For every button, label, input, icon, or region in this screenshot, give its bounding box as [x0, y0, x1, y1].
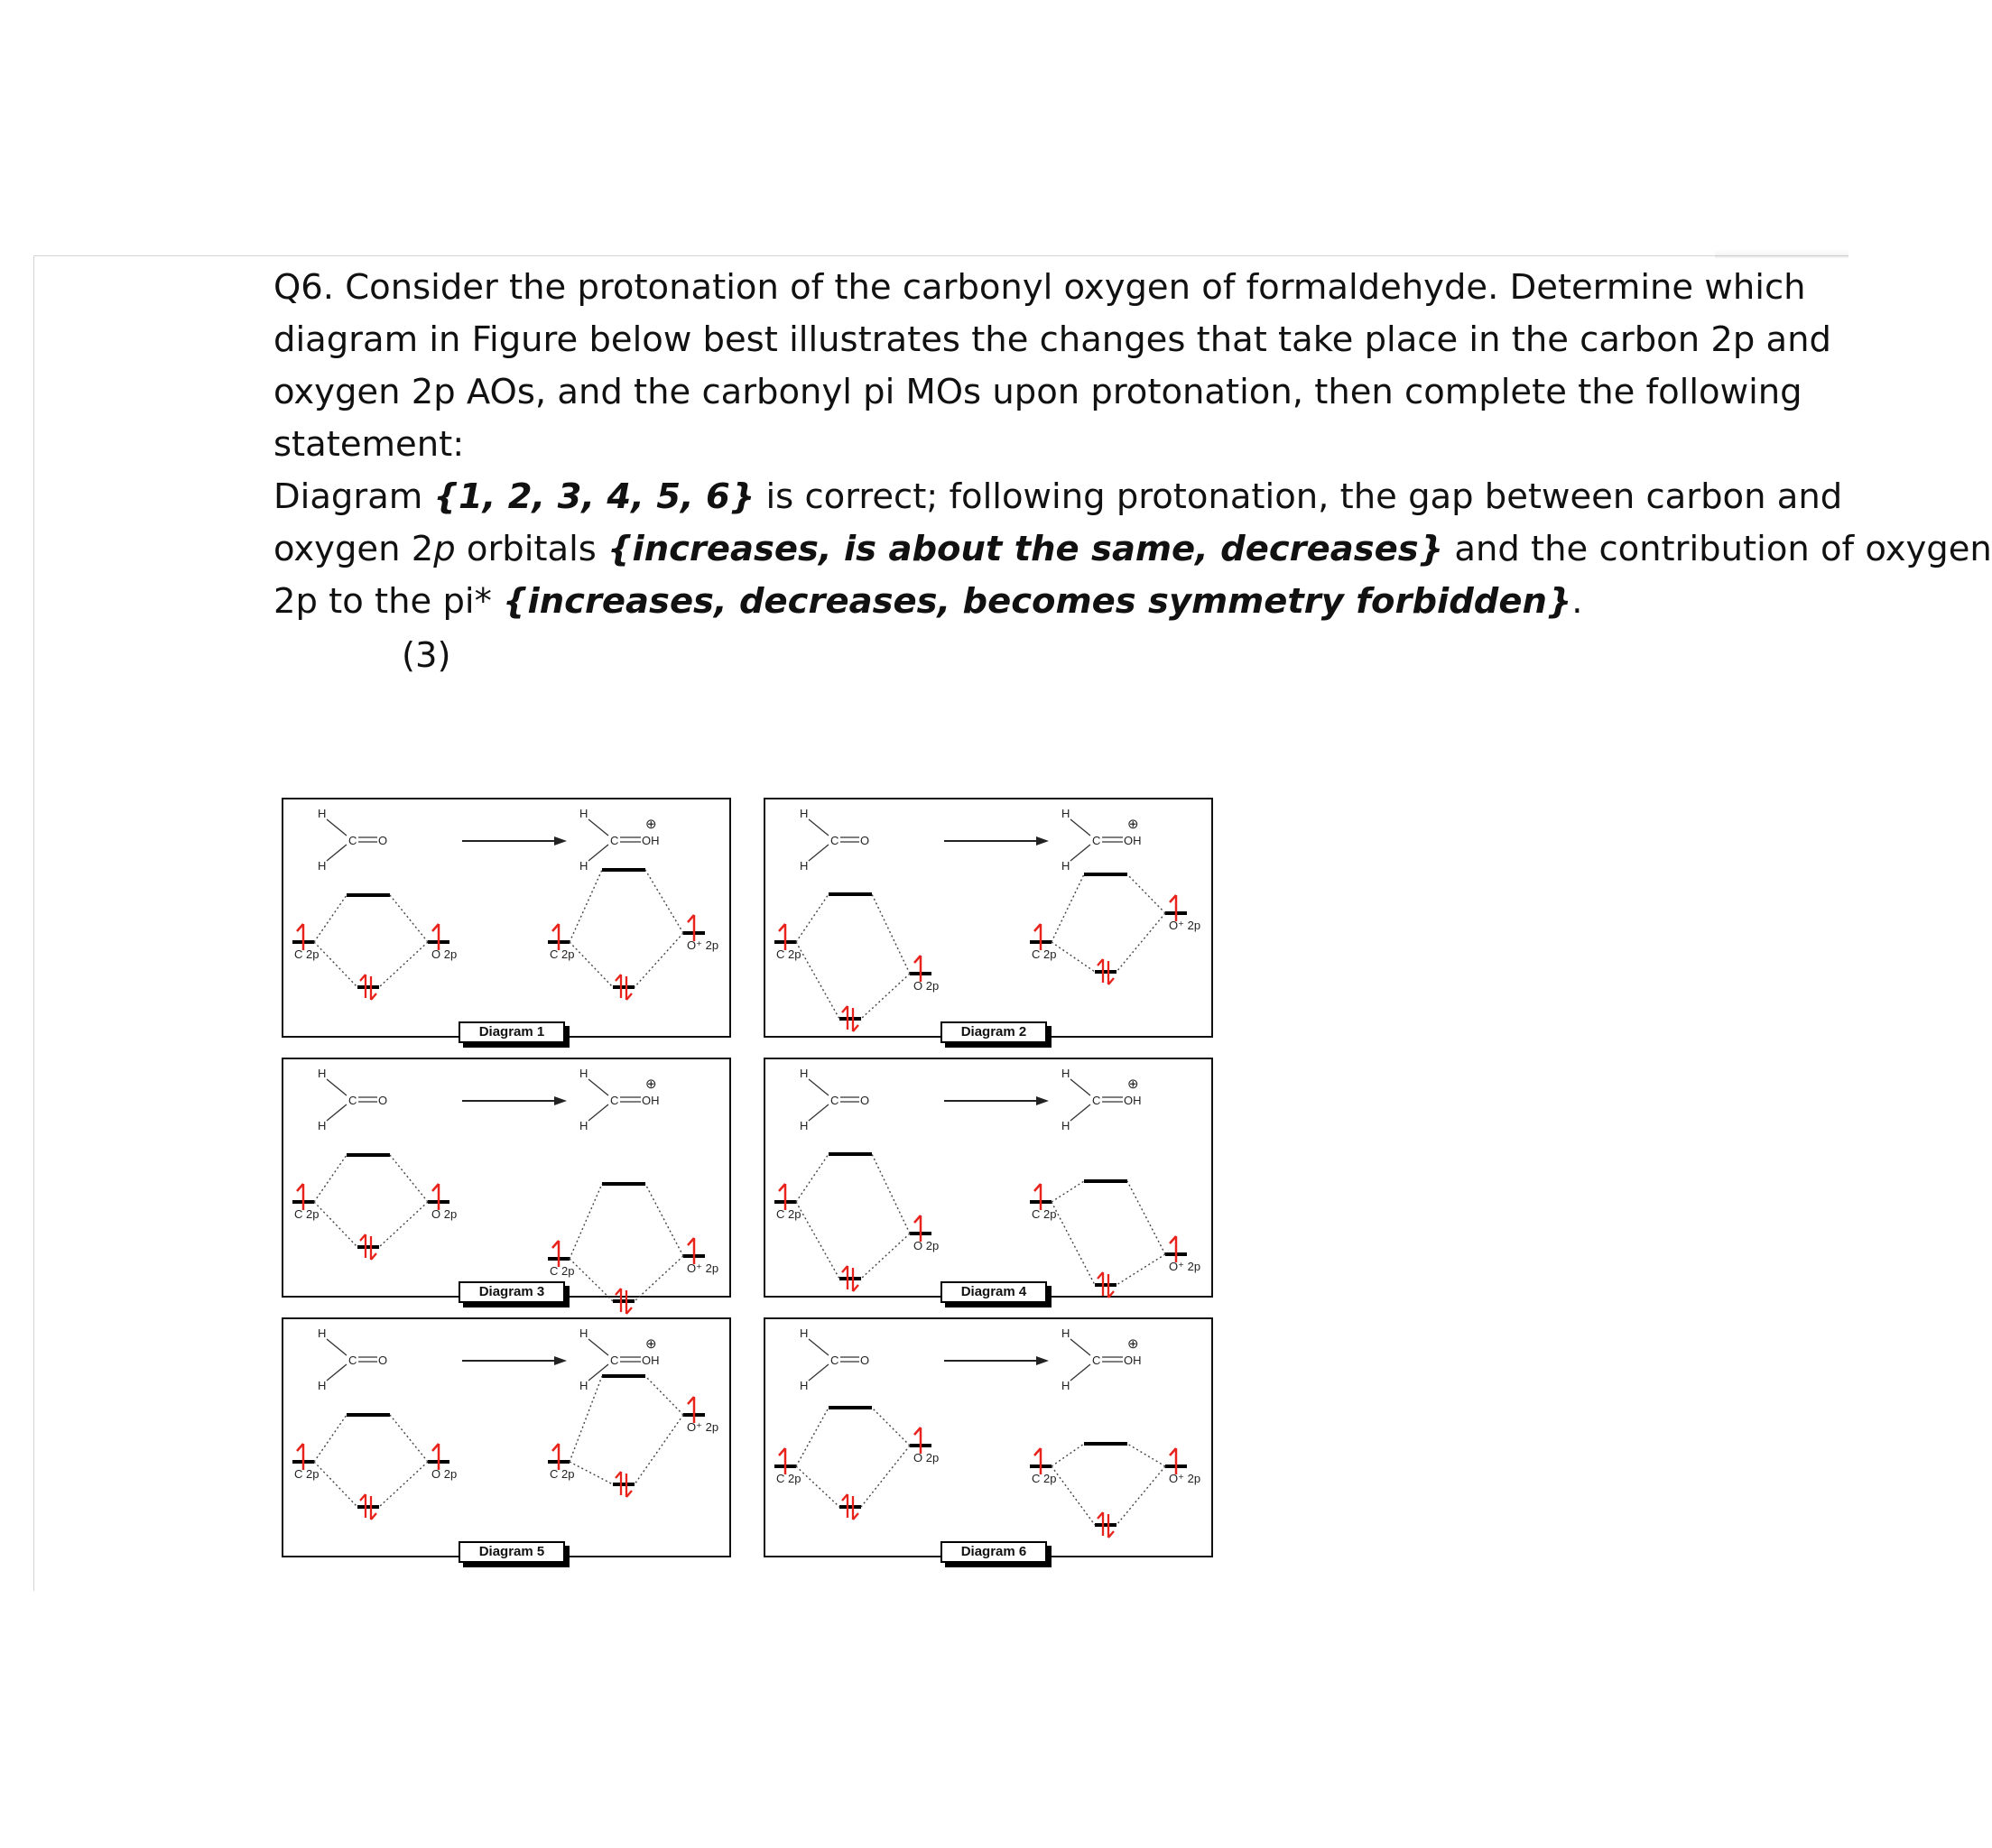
reactant-o2p-label: O 2p	[913, 1239, 940, 1252]
product-carbon: C	[610, 1354, 619, 1367]
reactant-o2p-label: O 2p	[431, 1207, 458, 1221]
product-o2p-label: O⁺ 2p	[687, 938, 719, 952]
mo-diagrams-figure	[282, 798, 1220, 1566]
diagram-panel-1	[282, 798, 731, 1038]
diagram-label: Diagram 1	[459, 1021, 565, 1043]
reactant-h-top: H	[318, 807, 327, 820]
product-h-bottom: H	[1061, 1119, 1070, 1132]
product-h-bottom: H	[1061, 859, 1070, 873]
reactant-c2p-label: C 2p	[294, 1207, 320, 1221]
diagram-label: Diagram 2	[940, 1021, 1047, 1043]
reactant-carbon: C	[348, 834, 357, 847]
diagram-label: Diagram 3	[459, 1281, 565, 1303]
reactant-oxygen: O	[378, 1354, 388, 1367]
product-h-top: H	[1061, 807, 1070, 820]
reactant-c2p-label: C 2p	[294, 1467, 320, 1481]
page-shadow	[1715, 249, 1848, 258]
diagram-panel-5	[282, 1317, 731, 1557]
reactant-carbon: C	[830, 1354, 839, 1367]
reactant-carbon: C	[348, 1354, 357, 1367]
product-oh: OH	[1124, 1094, 1142, 1107]
diagram-panel-6	[764, 1317, 1213, 1557]
diagram-panel-4	[764, 1058, 1213, 1298]
product-c2p-label: C 2p	[1032, 947, 1057, 961]
question-line-2: diagram in Figure below best illustrates the changes that take place in the carbon 2p and	[273, 319, 1831, 360]
reactant-oxygen: O	[378, 1094, 388, 1107]
product-c2p-label: C 2p	[550, 1264, 575, 1278]
mo-diagram-svg	[764, 1058, 1213, 1298]
mo-diagram-svg	[282, 1058, 731, 1298]
diagram-label: Diagram 6	[940, 1541, 1047, 1563]
product-h-top: H	[579, 1067, 588, 1080]
positive-charge: ⊕	[645, 1076, 657, 1092]
product-carbon: C	[1092, 1094, 1101, 1107]
product-carbon: C	[1092, 834, 1101, 847]
positive-charge: ⊕	[645, 1336, 657, 1352]
statement-line-1: Diagram {1, 2, 3, 4, 5, 6} is correct; following protonation, the gap between carbon and	[273, 476, 1843, 517]
reactant-h-bottom: H	[800, 859, 809, 873]
positive-charge: ⊕	[1127, 817, 1139, 832]
diagram-label: Diagram 4	[940, 1281, 1047, 1303]
question-line-1: Q6. Consider the protonation of the carbonyl oxygen of formaldehyde. Determine which	[273, 267, 1806, 308]
reactant-oxygen: O	[378, 834, 388, 847]
reactant-oxygen: O	[860, 1354, 870, 1367]
reactant-carbon: C	[348, 1094, 357, 1107]
reactant-carbon: C	[830, 1094, 839, 1107]
product-oh: OH	[642, 1094, 660, 1107]
product-oh: OH	[1124, 1354, 1142, 1367]
page-top-edge	[34, 255, 1848, 256]
reactant-h-top: H	[800, 807, 809, 820]
product-o2p-label: O⁺ 2p	[1169, 1260, 1201, 1273]
product-o2p-label: O⁺ 2p	[687, 1261, 719, 1275]
reactant-c2p-label: C 2p	[776, 1472, 801, 1485]
product-h-bottom: H	[579, 1119, 588, 1132]
diagram-panel-3	[282, 1058, 731, 1298]
reactant-h-top: H	[318, 1326, 327, 1340]
mo-diagram-svg	[282, 798, 731, 1038]
reactant-c2p-label: C 2p	[294, 947, 320, 961]
product-h-bottom: H	[579, 859, 588, 873]
product-h-top: H	[1061, 1067, 1070, 1080]
statement-line-2: oxygen 2p orbitals {increases, is about the same, decreases} and the contribution of oxygen	[273, 529, 1992, 569]
product-oh: OH	[1124, 834, 1142, 847]
mo-diagram-svg	[282, 1317, 731, 1557]
product-oh: OH	[642, 1354, 660, 1367]
reactant-carbon: C	[830, 834, 839, 847]
product-carbon: C	[610, 834, 619, 847]
reactant-o2p-label: O 2p	[913, 979, 940, 993]
product-oh: OH	[642, 834, 660, 847]
product-carbon: C	[610, 1094, 619, 1107]
positive-charge: ⊕	[1127, 1336, 1139, 1352]
product-h-top: H	[1061, 1326, 1070, 1340]
reactant-h-bottom: H	[318, 859, 327, 873]
reactant-h-bottom: H	[800, 1119, 809, 1132]
reactant-h-top: H	[318, 1067, 327, 1080]
reactant-c2p-label: C 2p	[776, 947, 801, 961]
product-o2p-label: O⁺ 2p	[687, 1420, 719, 1434]
question-line-3: oxygen 2p AOs, and the carbonyl pi MOs upon protonation, then complete the following	[273, 372, 1802, 412]
product-c2p-label: C 2p	[1032, 1207, 1057, 1221]
product-o2p-label: O⁺ 2p	[1169, 1472, 1201, 1485]
reactant-oxygen: O	[860, 834, 870, 847]
reactant-o2p-label: O 2p	[431, 947, 458, 961]
product-c2p-label: C 2p	[550, 1467, 575, 1481]
mo-diagram-svg	[764, 798, 1213, 1038]
positive-charge: ⊕	[1127, 1076, 1139, 1092]
reactant-o2p-label: O 2p	[913, 1451, 940, 1465]
reactant-h-top: H	[800, 1326, 809, 1340]
product-h-bottom: H	[1061, 1379, 1070, 1392]
diagram-label: Diagram 5	[459, 1541, 565, 1563]
product-c2p-label: C 2p	[1032, 1472, 1057, 1485]
reactant-o2p-label: O 2p	[431, 1467, 458, 1481]
product-h-bottom: H	[579, 1379, 588, 1392]
reactant-oxygen: O	[860, 1094, 870, 1107]
reactant-c2p-label: C 2p	[776, 1207, 801, 1221]
page-left-edge	[33, 255, 34, 1591]
reactant-h-bottom: H	[800, 1379, 809, 1392]
diagram-panel-2	[764, 798, 1213, 1038]
reactant-h-top: H	[800, 1067, 809, 1080]
question-line-4: statement:	[273, 424, 465, 465]
product-h-top: H	[579, 1326, 588, 1340]
statement-line-3: 2p to the pi* {increases, decreases, becomes symmetry forbidden}.	[273, 581, 1583, 622]
product-o2p-label: O⁺ 2p	[1169, 919, 1201, 932]
product-h-top: H	[579, 807, 588, 820]
reactant-h-bottom: H	[318, 1379, 327, 1392]
product-c2p-label: C 2p	[550, 947, 575, 961]
positive-charge: ⊕	[645, 817, 657, 832]
reactant-h-bottom: H	[318, 1119, 327, 1132]
marks-value: (3)	[402, 635, 451, 676]
product-carbon: C	[1092, 1354, 1101, 1367]
mo-diagram-svg	[764, 1317, 1213, 1557]
